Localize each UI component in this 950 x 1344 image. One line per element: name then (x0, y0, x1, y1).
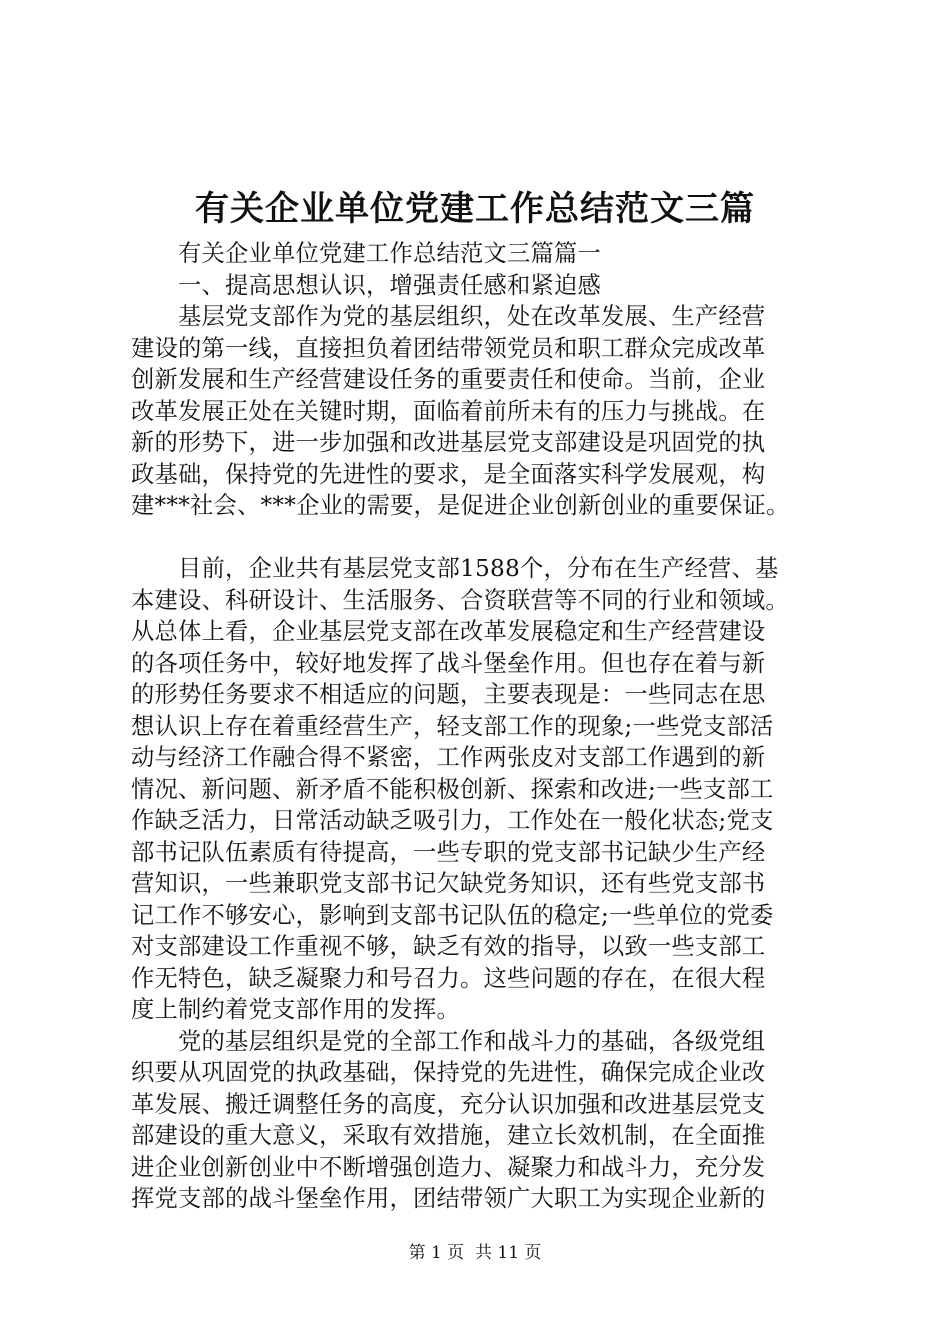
paragraph-line: 的形势任务要求不相适应的问题，主要表现是：一些同志在思 (131, 681, 766, 708)
paragraph-line: 想认识上存在着重经营生产，轻支部工作的现象;一些党支部活 (131, 712, 774, 740)
paragraph-line: 革发展、搬迁调整任务的高度，充分认识加强和改进基层党支 (131, 1090, 766, 1118)
paragraph-line: 部建设的重大意义，采取有效措施，建立长效机制，在全面推 (131, 1122, 766, 1149)
paragraph-line: 挥党支部的战斗堡垒作用，团结带领广大职工为实现企业新的 (131, 1185, 766, 1212)
paragraph-line: 情况、新问题、新矛盾不能积极创新、探索和改进;一些支部工 (131, 775, 774, 803)
paragraph-line: 改革发展正处在关键时期，面临着前所未有的压力与挑战。在 (131, 397, 766, 425)
paragraph-line: 度上制约着党支部作用的发挥。 (131, 996, 460, 1023)
paragraph-line: 党的基层组织是党的全部工作和战斗力的基础，各级党组 (178, 1027, 766, 1055)
document-title: 有关企业单位党建工作总结范文三篇 (195, 189, 755, 229)
paragraph-line: 本建设、科研设计、生活服务、合资联营等不同的行业和领域。 (131, 586, 789, 614)
paragraph-line: 政基础，保持党的先进性的要求，是全面落实科学发展观，构 (131, 460, 766, 488)
paragraph-gap (131, 522, 831, 554)
paragraph-line: 从总体上看，企业基层党支部在改革发展稳定和生产经营建设 (131, 618, 766, 645)
paragraph-line: 作无特色，缺乏凝聚力和号召力。这些问题的存在，在很大程 (131, 964, 766, 992)
paragraph-line: 记工作不够安心，影响到支部书记队伍的稳定;一些单位的党委 (131, 901, 774, 929)
subsection-heading: 一、提高思想认识，增强责任感和紧迫感 (178, 271, 601, 299)
paragraph-line: 进企业创新创业中不断增强创造力、凝聚力和战斗力，充分发 (131, 1153, 766, 1181)
page-number-footer: 第 1 页 共 11 页 (408, 1243, 542, 1263)
paragraph-line: 建***社会、***企业的需要，是促进企业创新创业的重要保证。 (131, 492, 790, 519)
document-body (131, 238, 831, 1215)
paragraph-line: 的各项任务中，较好地发挥了战斗堡垒作用。但也存在着与新 (131, 649, 766, 677)
paragraph-line: 动与经济工作融合得不紧密，工作两张皮对支部工作遇到的新 (131, 744, 766, 771)
paragraph-line: 目前，企业共有基层党支部1588个，分布在生产经营、基 (178, 555, 779, 582)
paragraph-line: 作缺乏活力，日常活动缺乏吸引力，工作处在一般化状态;党支 (131, 807, 774, 834)
paragraph-line: 部书记队伍素质有待提高，一些专职的党支部书记缺少生产经 (131, 838, 766, 866)
paragraph-line: 新的形势下，进一步加强和改进基层党支部建设是巩固党的执 (131, 429, 766, 456)
section-heading: 有关企业单位党建工作总结范文三篇篇一 (178, 240, 601, 267)
paragraph-line: 织要从巩固党的执政基础，保持党的先进性，确保完成企业改 (131, 1059, 766, 1086)
paragraph-line: 对支部建设工作重视不够，缺乏有效的指导，以致一些支部工 (131, 933, 766, 960)
paragraph-line: 营知识，一些兼职党支部书记欠缺党务知识，还有些党支部书 (131, 870, 766, 897)
paragraph-line: 基层党支部作为党的基层组织，处在改革发展、生产经营 (178, 303, 766, 330)
paragraph-line: 建设的第一线，直接担负着团结带领党员和职工群众完成改革 (131, 334, 766, 362)
paragraph-line: 创新发展和生产经营建设任务的重要责任和使命。当前，企业 (131, 366, 766, 393)
